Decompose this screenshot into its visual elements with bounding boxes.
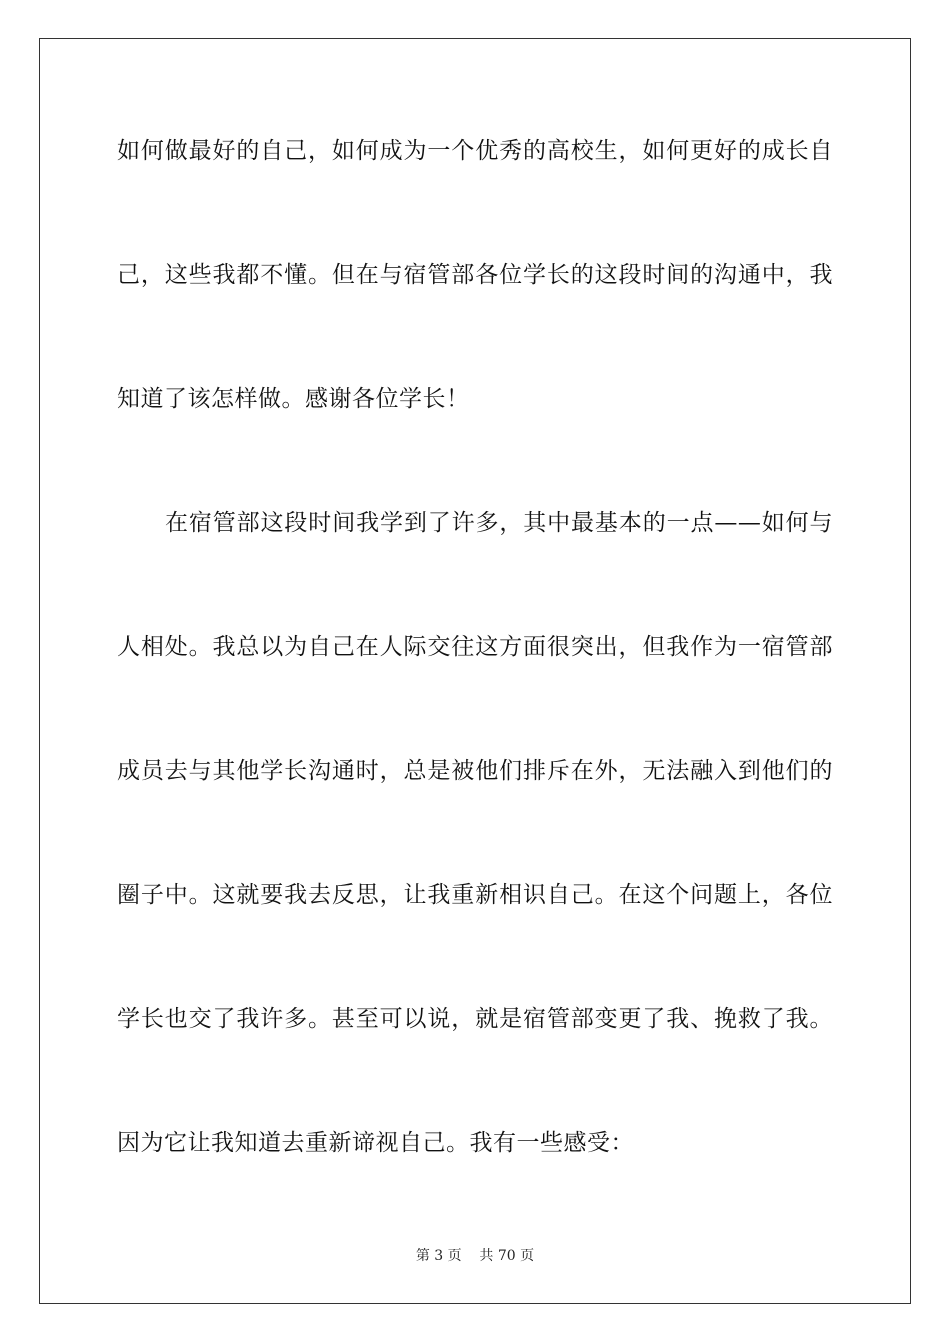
page-number-footer: 第 3 页 共 70 页: [415, 1248, 535, 1264]
text-line-1: 如何做最好的自己，如何成为一个优秀的高校生，如何更好的成长自: [117, 138, 833, 164]
text-line-7: 圈子中。这就要我去反思，让我重新相识自己。在这个问题上，各位: [117, 882, 833, 908]
text-line-5: 人相处。我总以为自己在人际交往这方面很突出，但我作为一宿管部: [117, 634, 833, 660]
text-line-3: 知道了该怎样做。感谢各位学长！: [117, 386, 470, 412]
text-line-8: 学长也交了我许多。甚至可以说，就是宿管部变更了我、挽救了我。: [117, 1006, 833, 1032]
text-line-6: 成员去与其他学长沟通时，总是被他们排斥在外，无法融入到他们的: [117, 758, 833, 784]
text-line-9: 因为它让我知道去重新谛视自己。我有一些感受：: [117, 1130, 634, 1156]
text-line-4: 在宿管部这段时间我学到了许多，其中最基本的一点——如何与: [165, 510, 833, 536]
page-border: [39, 38, 911, 1304]
text-line-2: 己，这些我都不懂。但在与宿管部各位学长的这段时间的沟通中，我: [117, 262, 833, 288]
